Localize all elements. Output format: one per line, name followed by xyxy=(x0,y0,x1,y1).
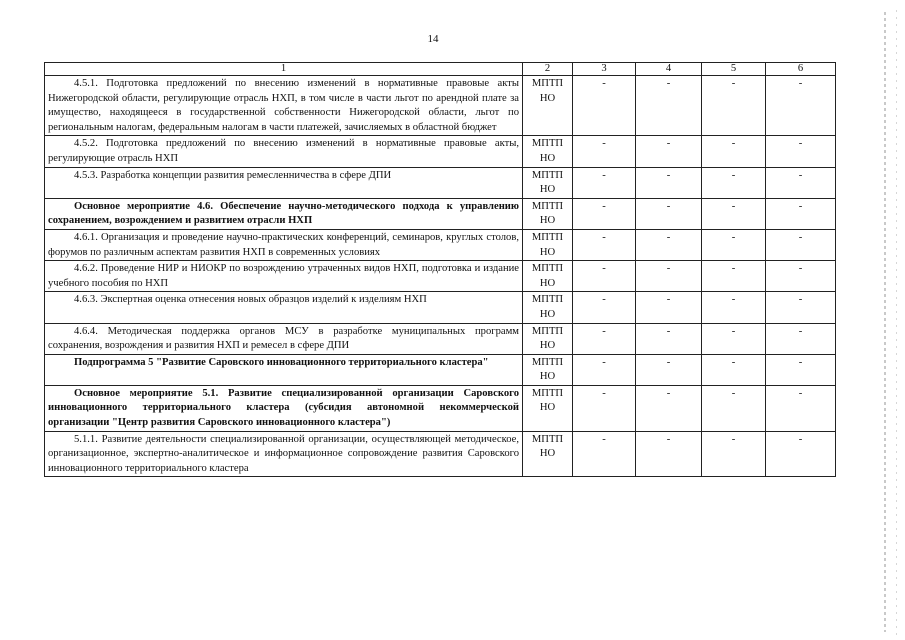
activity-description: 4.6.2. Проведение НИР и НИОКР по возрождению утраченных видов НХП, подготовка и издание учебного пособия по НХП xyxy=(45,261,523,292)
activity-description: 4.6.3. Экспертная оценка отнесения новых образцов изделий к изделиям НХП xyxy=(45,292,523,323)
value-cell-c3: - xyxy=(573,198,636,229)
value-cell-c6: - xyxy=(766,354,836,385)
value-cell-c3: - xyxy=(573,385,636,431)
value-cell-c3: - xyxy=(573,167,636,198)
executor-line-1: МПТП xyxy=(531,263,564,275)
value-cell-c5: - xyxy=(702,198,766,229)
executor-cell xyxy=(523,76,573,136)
executor-line-1: МПТП xyxy=(531,169,564,181)
activity-description: 4.5.3. Разработка концепции развития ремесленничества в сфере ДПИ xyxy=(45,167,523,198)
value-cell-c4: - xyxy=(636,354,702,385)
value-cell-c6: - xyxy=(766,385,836,431)
table-row xyxy=(45,136,836,167)
value-cell-c5: - xyxy=(702,292,766,323)
executor-line-2: НО xyxy=(539,448,556,460)
executor-cell xyxy=(523,136,573,167)
value-cell-c3: - xyxy=(573,136,636,167)
executor-cell xyxy=(523,385,573,431)
executor-line-2: НО xyxy=(539,184,556,196)
executor-cell xyxy=(523,431,573,477)
value-cell-c4: - xyxy=(636,198,702,229)
executor-line-2: НО xyxy=(539,402,556,414)
value-cell-c4: - xyxy=(636,431,702,477)
executor-line-2: НО xyxy=(539,371,556,383)
activity-description: 4.5.1. Подготовка предложений по внесению изменений в нормативные правовые акты Нижегородской области, регулирующие отрасль НХП, в том числе в части льгот по арендной плате за имущество, находящееся в государственной собственности Нижегородской области, льгот по региональным налогам, федеральным налогам в части платежей, зачисляемых в областной бюджет xyxy=(45,76,523,136)
value-cell-c4: - xyxy=(636,292,702,323)
value-cell-c5: - xyxy=(702,229,766,260)
value-cell-c6: - xyxy=(766,198,836,229)
executor-cell xyxy=(523,198,573,229)
column-header-4: 4 xyxy=(636,63,702,76)
executor-line-1: МПТП xyxy=(531,231,564,243)
table-header-row xyxy=(45,63,836,76)
executor-cell xyxy=(523,261,573,292)
activity-description: Основное мероприятие 4.6. Обеспечение научно-методического подхода к управлению сохранением, возрождением и развитием отрасли НХП xyxy=(45,198,523,229)
activity-description: 5.1.1. Развитие деятельности специализированной организации, осуществляющей методическое, организационное, экспертно-аналитическое и информационное сопровождение развития Саровского инновационного территориального кластера xyxy=(45,431,523,477)
value-cell-c4: - xyxy=(636,261,702,292)
column-header-2: 2 xyxy=(523,63,573,76)
activity-description: Подпрограмма 5 "Развитие Саровского инновационного территориального кластера" xyxy=(45,354,523,385)
value-cell-c3: - xyxy=(573,292,636,323)
executor-line-1: МПТП xyxy=(531,325,564,337)
executor-cell xyxy=(523,229,573,260)
table-row xyxy=(45,385,836,431)
value-cell-c3: - xyxy=(573,354,636,385)
executor-line-2: НО xyxy=(539,246,556,258)
executor-line-1: МПТП xyxy=(531,138,564,150)
value-cell-c5: - xyxy=(702,431,766,477)
column-header-1: 1 xyxy=(45,63,523,76)
program-activities-table xyxy=(44,62,836,477)
executor-line-1: МПТП xyxy=(531,433,564,445)
scan-edge-mark-secondary xyxy=(896,10,897,635)
page-number: 14 xyxy=(427,33,439,45)
value-cell-c5: - xyxy=(702,76,766,136)
value-cell-c3: - xyxy=(573,76,636,136)
table-row xyxy=(45,292,836,323)
column-header-3: 3 xyxy=(573,63,636,76)
executor-line-1: МПТП xyxy=(531,200,564,212)
value-cell-c5: - xyxy=(702,385,766,431)
value-cell-c6: - xyxy=(766,261,836,292)
table-row xyxy=(45,431,836,477)
value-cell-c3: - xyxy=(573,323,636,354)
table-row xyxy=(45,167,836,198)
executor-line-2: НО xyxy=(539,340,556,352)
value-cell-c5: - xyxy=(702,323,766,354)
value-cell-c5: - xyxy=(702,136,766,167)
value-cell-c4: - xyxy=(636,167,702,198)
executor-line-1: МПТП xyxy=(531,78,564,89)
executor-line-2: НО xyxy=(539,277,556,289)
value-cell-c3: - xyxy=(573,229,636,260)
executor-cell xyxy=(523,167,573,198)
value-cell-c6: - xyxy=(766,323,836,354)
activity-description: 4.6.1. Организация и проведение научно-практических конференций, семинаров, круглых столов, форумов по различным аспектам развития НХП в современных условиях xyxy=(45,229,523,260)
executor-line-2: НО xyxy=(539,215,556,227)
value-cell-c5: - xyxy=(702,354,766,385)
value-cell-c4: - xyxy=(636,136,702,167)
executor-line-2: НО xyxy=(539,152,556,164)
executor-cell xyxy=(523,292,573,323)
executor-line-1: МПТП xyxy=(531,356,564,368)
column-header-5: 5 xyxy=(702,63,766,76)
executor-cell xyxy=(523,354,573,385)
executor-line-1: МПТП xyxy=(531,294,564,306)
value-cell-c5: - xyxy=(702,167,766,198)
value-cell-c3: - xyxy=(573,431,636,477)
table-row xyxy=(45,229,836,260)
scan-edge-mark xyxy=(884,12,886,632)
value-cell-c5: - xyxy=(702,261,766,292)
executor-line-2: НО xyxy=(539,308,556,320)
table-row xyxy=(45,261,836,292)
value-cell-c4: - xyxy=(636,385,702,431)
table-row xyxy=(45,323,836,354)
value-cell-c6: - xyxy=(766,136,836,167)
value-cell-c6: - xyxy=(766,167,836,198)
value-cell-c4: - xyxy=(636,229,702,260)
activity-description: 4.5.2. Подготовка предложений по внесению изменений в нормативные правовые акты, регулирующие отрасль НХП xyxy=(45,136,523,167)
executor-line-2: НО xyxy=(539,92,556,104)
table-row xyxy=(45,76,836,136)
executor-line-1: МПТП xyxy=(531,387,564,399)
value-cell-c4: - xyxy=(636,76,702,136)
value-cell-c3: - xyxy=(573,261,636,292)
value-cell-c6: - xyxy=(766,431,836,477)
value-cell-c4: - xyxy=(636,323,702,354)
value-cell-c6: - xyxy=(766,76,836,136)
value-cell-c6: - xyxy=(766,229,836,260)
table-row xyxy=(45,198,836,229)
table-row xyxy=(45,354,836,385)
activity-description: Основное мероприятие 5.1. Развитие специализированной организации Саровского инновационного территориального кластера (субсидия автономной некоммерческой организации "Центр развития Саровского инновационного кластера") xyxy=(45,385,523,431)
value-cell-c6: - xyxy=(766,292,836,323)
column-header-6: 6 xyxy=(766,63,836,76)
activity-description: 4.6.4. Методическая поддержка органов МСУ в разработке муниципальных программ сохранения, возрождения и развития НХП и ремесел в сфере ДПИ xyxy=(45,323,523,354)
executor-cell xyxy=(523,323,573,354)
